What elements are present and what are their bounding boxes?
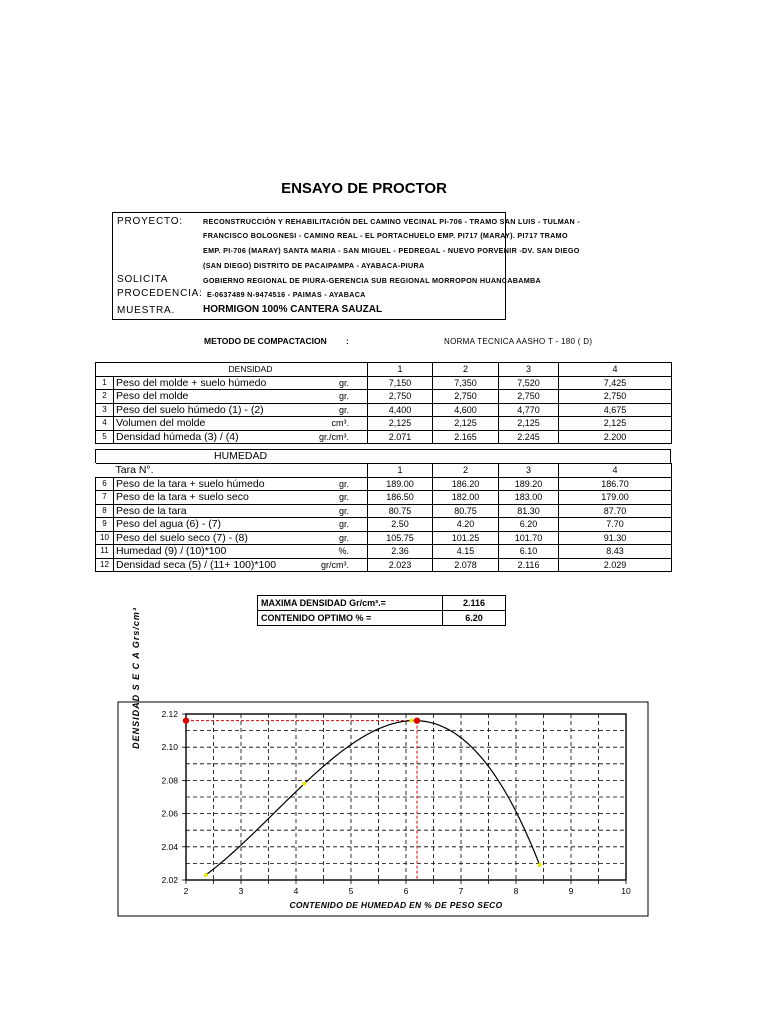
chart-x-tick-label: 7 — [458, 886, 464, 896]
chart-x-tick-label: 10 — [621, 886, 631, 896]
chart-optimum-guides — [186, 721, 417, 880]
chart-data-point — [538, 863, 542, 867]
density-value-2: 2,125 — [433, 417, 499, 431]
chart-y-tick-label: 2.04 — [161, 841, 178, 852]
density-value-2: 4,600 — [433, 403, 499, 417]
method-colon: : — [346, 336, 349, 346]
chart-y-tick-label: 2.06 — [161, 808, 178, 819]
humidity-value-3: 6.10 — [499, 545, 559, 559]
method-norma: NORMA TECNICA AASHO T - 180 ( D) — [444, 337, 593, 346]
humidity-value-2: 186.20 — [433, 477, 499, 491]
chart-x-axis-label: CONTENIDO DE HUMEDAD EN % DE PESO SECO — [289, 900, 503, 910]
density-value-1: 2.071 — [368, 430, 433, 444]
density-value-2: 2,750 — [433, 390, 499, 404]
density-value-4: 7,425 — [559, 376, 672, 390]
humidity-row-number: 10 — [96, 531, 114, 545]
optimum-value: 6.20 — [443, 611, 506, 626]
density-value-3: 2,125 — [499, 417, 559, 431]
humidity-col-1: 1 — [368, 464, 433, 478]
humidity-value-1: 186.50 — [368, 491, 433, 505]
density-col-2: 2 — [433, 363, 499, 377]
muestra-value: HORMIGON 100% CANTERA SAUZAL — [203, 304, 383, 315]
chart-outer-frame — [118, 702, 648, 916]
humidity-row-description: Peso del agua (6) - (7) — [114, 518, 296, 532]
density-value-4: 4,675 — [559, 403, 672, 417]
proyecto-line-4: (SAN DIEGO) DISTRITO DE PACAIPAMPA - AYABACA-PIURA — [203, 261, 425, 270]
chart-grid — [186, 714, 626, 880]
humidity-col-2: 2 — [433, 464, 499, 478]
humidity-row-description: Peso de la tara + suelo seco — [114, 491, 296, 505]
humidity-row-unit: gr. — [296, 504, 368, 518]
density-row-number: 2 — [96, 390, 114, 404]
chart-curve — [206, 721, 540, 875]
chart-y-tick-label: 2.08 — [161, 775, 178, 786]
density-col-3: 3 — [499, 363, 559, 377]
density-row-unit: cm³. — [296, 417, 368, 431]
chart-optimum-axis-marker — [183, 717, 189, 723]
humidity-value-2: 101.25 — [433, 531, 499, 545]
humidity-col-4: 4 — [559, 464, 672, 478]
humidity-section-label: HUMEDAD — [214, 450, 268, 462]
density-row-number: 4 — [96, 417, 114, 431]
humidity-value-4: 179.00 — [559, 491, 672, 505]
density-row-unit: gr. — [296, 376, 368, 390]
density-row-description: Densidad húmeda (3) / (4) — [114, 430, 296, 444]
optimum-label: CONTENIDO OPTIMO % = — [258, 611, 443, 626]
humidity-value-1: 2.023 — [368, 558, 433, 572]
density-row-number: 1 — [96, 376, 114, 390]
humidity-row-unit: %. — [296, 545, 368, 559]
humidity-value-3: 183.00 — [499, 491, 559, 505]
humidity-row-description: Densidad seca (5) / (11+ 100)*100 — [114, 558, 296, 572]
humidity-row-number: 6 — [96, 477, 114, 491]
humidity-row-number: 7 — [96, 491, 114, 505]
humidity-value-4: 8.43 — [559, 545, 672, 559]
humidity-row-unit: gr. — [296, 531, 368, 545]
humidity-row-description: Peso del suelo seco (7) - (8) — [114, 531, 296, 545]
density-row-description: Peso del molde — [114, 390, 296, 404]
humidity-row-unit: gr/cm³. — [296, 558, 368, 572]
humidity-row-number: 12 — [96, 558, 114, 572]
density-value-1: 4,400 — [368, 403, 433, 417]
chart-x-tick-label: 3 — [238, 886, 244, 896]
humidity-value-2: 4.20 — [433, 518, 499, 532]
density-value-2: 7,350 — [433, 376, 499, 390]
humidity-value-1: 80.75 — [368, 504, 433, 518]
density-value-4: 2,750 — [559, 390, 672, 404]
chart-y-tick-label: 2.02 — [161, 875, 178, 885]
density-col-4: 4 — [559, 363, 672, 377]
humidity-value-4: 91.30 — [559, 531, 672, 545]
method-label: METODO DE COMPACTACION — [204, 336, 327, 346]
chart-x-tick-label: 5 — [348, 886, 354, 896]
solicita-label: SOLICITA — [117, 274, 169, 285]
humidity-value-4: 87.70 — [559, 504, 672, 518]
humidity-row-number: 8 — [96, 504, 114, 518]
humidity-value-1: 2.50 — [368, 518, 433, 532]
procedencia-value: E-0637489 N-9474516 - PAIMAS - AYABACA — [207, 290, 366, 299]
humidity-row-description: Humedad (9) / (10)*100 — [114, 545, 296, 559]
tara-label: Tara N°. — [96, 464, 368, 478]
density-row-description: Peso del suelo húmedo (1) - (2) — [114, 403, 296, 417]
density-row-description: Volumen del molde — [114, 417, 296, 431]
chart-data-point — [204, 873, 208, 877]
humidity-row-number: 9 — [96, 518, 114, 532]
density-col-1: 1 — [368, 363, 433, 377]
solicita-value: GOBIERNO REGIONAL DE PIURA-GERENCIA SUB REGIONAL MORROPON HUANCABAMBA — [203, 276, 542, 285]
procedencia-label: PROCEDENCIA: — [117, 288, 203, 299]
chart-x-tick-label: 2 — [183, 886, 189, 896]
density-header-label: DENSIDAD — [96, 363, 368, 377]
density-value-2: 2.165 — [433, 430, 499, 444]
humidity-value-1: 189.00 — [368, 477, 433, 491]
chart-x-tick-label: 9 — [568, 886, 574, 896]
chart-data-point — [302, 782, 306, 786]
humidity-value-3: 6.20 — [499, 518, 559, 532]
humidity-value-3: 2.116 — [499, 558, 559, 572]
density-value-1: 7,150 — [368, 376, 433, 390]
chart-y-axis-label: DENSIDAD S E C A Grs/cm³ — [131, 607, 141, 749]
humidity-row-description: Peso de la tara + suelo húmedo — [114, 477, 296, 491]
density-row-unit: gr. — [296, 390, 368, 404]
humidity-row-number: 11 — [96, 545, 114, 559]
max-density-value: 2.116 — [443, 596, 506, 611]
density-row-description: Peso del molde + suelo húmedo — [114, 376, 296, 390]
proyecto-line-2: FRANCISCO BOLOGNESI - CAMINO REAL - EL PORTACHUELO EMP. PI717 (MARAY). PI717 TRAMO — [203, 231, 568, 240]
density-row-number: 3 — [96, 403, 114, 417]
proyecto-line-1: RECONSTRUCCIÓN Y REHABILITACIÓN DEL CAMINO VECINAL PI-706 - TRAMO SAN LUIS - TULMAN - — [203, 217, 581, 226]
density-value-3: 2,750 — [499, 390, 559, 404]
page-title: ENSAYO DE PROCTOR — [281, 180, 447, 197]
density-row-unit: gr./cm³. — [296, 430, 368, 444]
humidity-value-1: 105.75 — [368, 531, 433, 545]
density-value-1: 2,125 — [368, 417, 433, 431]
humidity-value-3: 189.20 — [499, 477, 559, 491]
density-value-4: 2,125 — [559, 417, 672, 431]
humidity-row-unit: gr. — [296, 477, 368, 491]
humidity-value-4: 2.029 — [559, 558, 672, 572]
max-density-label: MAXIMA DENSIDAD Gr/cm³.= — [258, 596, 443, 611]
density-value-3: 2.245 — [499, 430, 559, 444]
density-row-unit: gr. — [296, 403, 368, 417]
proyecto-line-3: EMP. PI-706 (MARAY) SANTA MARIA - SAN MIGUEL - PEDREGAL - NUEVO PORVENIR -DV. SAN DIEGO — [203, 246, 580, 255]
density-value-1: 2,750 — [368, 390, 433, 404]
humidity-row-unit: gr. — [296, 518, 368, 532]
humidity-row-description: Peso de la tara — [114, 504, 296, 518]
muestra-label: MUESTRA. — [117, 305, 176, 316]
chart-x-tick-label: 4 — [293, 886, 299, 896]
chart-ticks — [161, 709, 631, 896]
humidity-value-2: 2.078 — [433, 558, 499, 572]
density-row-number: 5 — [96, 430, 114, 444]
humidity-row-unit: gr. — [296, 491, 368, 505]
chart-y-tick-label: 2.12 — [161, 709, 178, 719]
humidity-value-3: 81.30 — [499, 504, 559, 518]
humidity-value-3: 101.70 — [499, 531, 559, 545]
density-value-3: 4,770 — [499, 403, 559, 417]
humidity-value-2: 182.00 — [433, 491, 499, 505]
humidity-value-1: 2.36 — [368, 545, 433, 559]
humidity-value-4: 7.70 — [559, 518, 672, 532]
density-value-4: 2.200 — [559, 430, 672, 444]
density-value-3: 7,520 — [499, 376, 559, 390]
humidity-value-2: 4.15 — [433, 545, 499, 559]
chart-y-tick-label: 2.10 — [161, 742, 178, 753]
humidity-col-3: 3 — [499, 464, 559, 478]
chart-x-tick-label: 8 — [513, 886, 519, 896]
chart-data-point — [410, 719, 414, 723]
chart-x-tick-label: 6 — [403, 886, 409, 896]
chart-optimum-point — [414, 717, 420, 723]
humidity-value-4: 186.70 — [559, 477, 672, 491]
humidity-value-2: 80.75 — [433, 504, 499, 518]
proyecto-label: PROYECTO: — [117, 216, 183, 227]
